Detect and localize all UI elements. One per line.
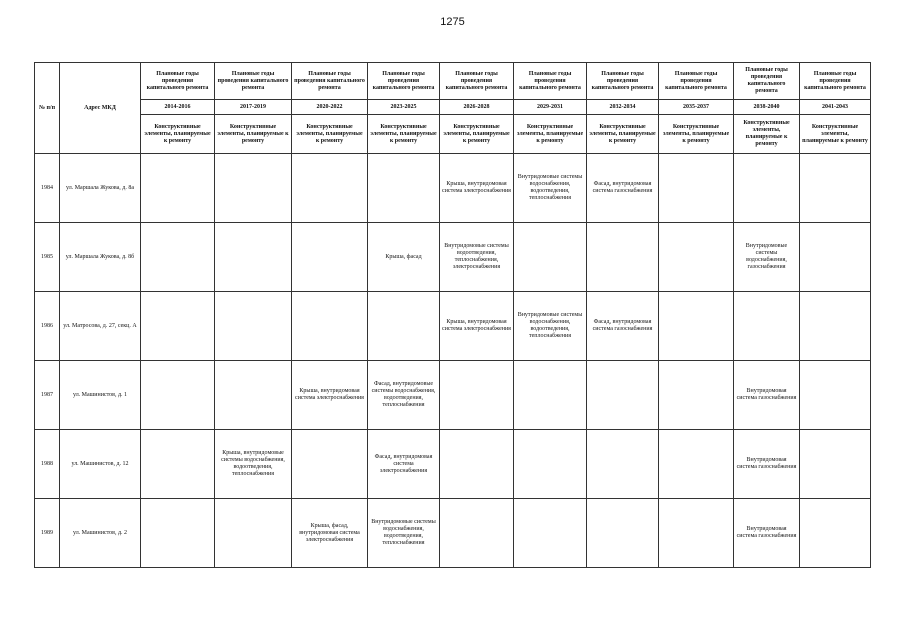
repair-elements-cell xyxy=(440,499,514,568)
header-period-elements: Конструктивные элементы, планируемые к ремонту xyxy=(514,115,587,154)
repair-elements-cell xyxy=(514,430,587,499)
repair-elements-cell xyxy=(215,292,292,361)
repair-elements-cell: Фасад, внутридомовая система электроснабжения xyxy=(368,430,440,499)
repair-elements-cell xyxy=(659,499,734,568)
header-period-years: 2023-2025 xyxy=(368,100,440,115)
header-sub-row xyxy=(35,115,871,154)
page-number: 1275 xyxy=(440,16,465,28)
repair-elements-cell xyxy=(292,430,368,499)
repair-elements-cell xyxy=(215,499,292,568)
repair-elements-cell xyxy=(141,499,215,568)
repair-elements-cell: Внутридомовая система газоснабжения xyxy=(734,499,800,568)
repair-elements-cell xyxy=(800,430,871,499)
repair-elements-cell: Внутридомовые системы водоснабжения, водоотведения, теплоснабжения xyxy=(514,292,587,361)
header-period-years: 2038-2040 xyxy=(734,100,800,115)
row-address: ул. Маршала Жукова, д. 8б xyxy=(60,223,141,292)
repair-elements-cell xyxy=(141,361,215,430)
header-period-title: Плановые годы проведения капитального ремонта xyxy=(734,63,800,100)
row-address: ул. Машинистов, д. 12 xyxy=(60,430,141,499)
table-row xyxy=(35,292,871,361)
repair-elements-cell: Фасад, внутридомовая система газоснабжения xyxy=(587,292,659,361)
header-num: № п/п xyxy=(35,63,60,154)
row-address: ул. Маршала Жукова, д. 8а xyxy=(60,154,141,223)
row-number: 1989 xyxy=(35,499,60,568)
repair-elements-cell xyxy=(514,499,587,568)
repair-elements-cell xyxy=(215,223,292,292)
row-number: 1986 xyxy=(35,292,60,361)
repair-elements-cell xyxy=(292,223,368,292)
header-period-years: 2017-2019 xyxy=(215,100,292,115)
header-period-title: Плановые годы проведения капитального ремонта xyxy=(800,63,871,100)
repair-elements-cell xyxy=(292,292,368,361)
header-period-years: 2032-2034 xyxy=(587,100,659,115)
header-period-years: 2014-2016 xyxy=(141,100,215,115)
header-period-title: Плановые годы проведения капитального ремонта xyxy=(587,63,659,100)
repair-elements-cell: Внутридомовые системы водоотведения, теплоснабжения, электроснабжения xyxy=(440,223,514,292)
header-period-years: 2026-2028 xyxy=(440,100,514,115)
repair-elements-cell: Внутридомовые системы водоснабжения, газоснабжения xyxy=(734,223,800,292)
header-period-elements: Конструктивные элементы, планируемые к ремонту xyxy=(734,115,800,154)
table-row xyxy=(35,430,871,499)
repair-elements-cell xyxy=(368,154,440,223)
repair-elements-cell: Внутридомовые системы водоснабжения, водоотведения, теплоснабжения xyxy=(514,154,587,223)
header-period-title: Плановые годы проведения капитального ремонта xyxy=(440,63,514,100)
repair-elements-cell xyxy=(587,223,659,292)
repair-elements-cell: Крыша, внутридомовая система электроснабжения xyxy=(292,361,368,430)
header-period-years: 2029-2031 xyxy=(514,100,587,115)
header-period-title: Плановые годы проведения капитального ремонта xyxy=(215,63,292,100)
header-period-title: Плановые годы проведения капитального ремонта xyxy=(368,63,440,100)
header-period-elements: Конструктивные элементы, планируемые к ремонту xyxy=(141,115,215,154)
repair-elements-cell: Фасад, внутридомовая система газоснабжения xyxy=(587,154,659,223)
table-row xyxy=(35,223,871,292)
repair-elements-cell xyxy=(734,154,800,223)
table-row xyxy=(35,499,871,568)
repair-elements-cell xyxy=(215,154,292,223)
repair-elements-cell xyxy=(141,154,215,223)
repair-elements-cell xyxy=(440,361,514,430)
repair-elements-cell xyxy=(440,430,514,499)
repair-elements-cell xyxy=(587,430,659,499)
repair-elements-cell: Крыша, внутридомовые системы водоснабжения, водоотведения, теплоснабжения xyxy=(215,430,292,499)
repair-elements-cell: Внутридомовые системы водоснабжения, водоотведения, теплоснабжения xyxy=(368,499,440,568)
repair-elements-cell xyxy=(659,223,734,292)
header-period-elements: Конструктивные элементы, планируемые к ремонту xyxy=(440,115,514,154)
header-period-elements: Конструктивные элементы, планируемые к ремонту xyxy=(659,115,734,154)
repair-elements-cell: Внутридомовая система газоснабжения xyxy=(734,361,800,430)
repair-elements-cell xyxy=(587,499,659,568)
repair-elements-cell xyxy=(514,223,587,292)
repair-elements-cell: Крыша, фасад, внутридомовая система электроснабжения xyxy=(292,499,368,568)
header-period-years: 2020-2022 xyxy=(292,100,368,115)
repair-elements-cell xyxy=(514,361,587,430)
row-number: 1988 xyxy=(35,430,60,499)
repair-elements-cell: Крыша, внутридомовая система электроснабжения xyxy=(440,292,514,361)
row-address: ул. Матросова, д. 27, секц. А xyxy=(60,292,141,361)
repair-elements-cell xyxy=(734,292,800,361)
header-period-title: Плановые годы проведения капитального ремонта xyxy=(659,63,734,100)
header-period-elements: Конструктивные элементы, планируемые к ремонту xyxy=(215,115,292,154)
repair-elements-cell xyxy=(800,361,871,430)
header-period-elements: Конструктивные элементы, планируемые к ремонту xyxy=(800,115,871,154)
repair-elements-cell: Внутридомовая система газоснабжения xyxy=(734,430,800,499)
row-number: 1984 xyxy=(35,154,60,223)
header-period-title: Плановые годы проведения капитального ремонта xyxy=(141,63,215,100)
header-period-elements: Конструктивные элементы, планируемые к ремонту xyxy=(368,115,440,154)
repair-elements-cell: Фасад, внутридомовые системы водоснабжения, водоотведения, теплоснабжения xyxy=(368,361,440,430)
repair-elements-cell xyxy=(800,223,871,292)
table-row xyxy=(35,361,871,430)
header-address: Адрес МКД xyxy=(60,63,141,154)
repair-elements-cell xyxy=(800,154,871,223)
repair-elements-cell xyxy=(659,154,734,223)
repair-elements-cell xyxy=(368,292,440,361)
header-period-elements: Конструктивные элементы, планируемые к ремонту xyxy=(292,115,368,154)
repair-elements-cell xyxy=(659,361,734,430)
repair-elements-cell xyxy=(141,292,215,361)
header-period-title: Плановые годы проведения капитального ремонта xyxy=(292,63,368,100)
repair-elements-cell xyxy=(141,430,215,499)
header-period-years: 2041-2043 xyxy=(800,100,871,115)
repair-elements-cell: Крыша, фасад xyxy=(368,223,440,292)
repair-elements-cell xyxy=(800,292,871,361)
header-period-elements: Конструктивные элементы, планируемые к ремонту xyxy=(587,115,659,154)
row-number: 1987 xyxy=(35,361,60,430)
table-row xyxy=(35,154,871,223)
header-period-years: 2035-2037 xyxy=(659,100,734,115)
header-period-row xyxy=(35,100,871,115)
repair-elements-cell xyxy=(141,223,215,292)
row-address: ул. Машинистов, д. 2 xyxy=(60,499,141,568)
repair-elements-cell xyxy=(292,154,368,223)
header-period-title: Плановые годы проведения капитального ремонта xyxy=(514,63,587,100)
repair-elements-cell xyxy=(659,430,734,499)
repair-elements-cell xyxy=(800,499,871,568)
repair-elements-cell: Крыша, внутридомовая система электроснабжения xyxy=(440,154,514,223)
capital-repair-plan-table xyxy=(34,62,871,568)
header-title-row xyxy=(35,63,871,100)
repair-elements-cell xyxy=(659,292,734,361)
repair-elements-cell xyxy=(215,361,292,430)
row-number: 1985 xyxy=(35,223,60,292)
row-address: ул. Машинистов, д. 1 xyxy=(60,361,141,430)
repair-elements-cell xyxy=(587,361,659,430)
